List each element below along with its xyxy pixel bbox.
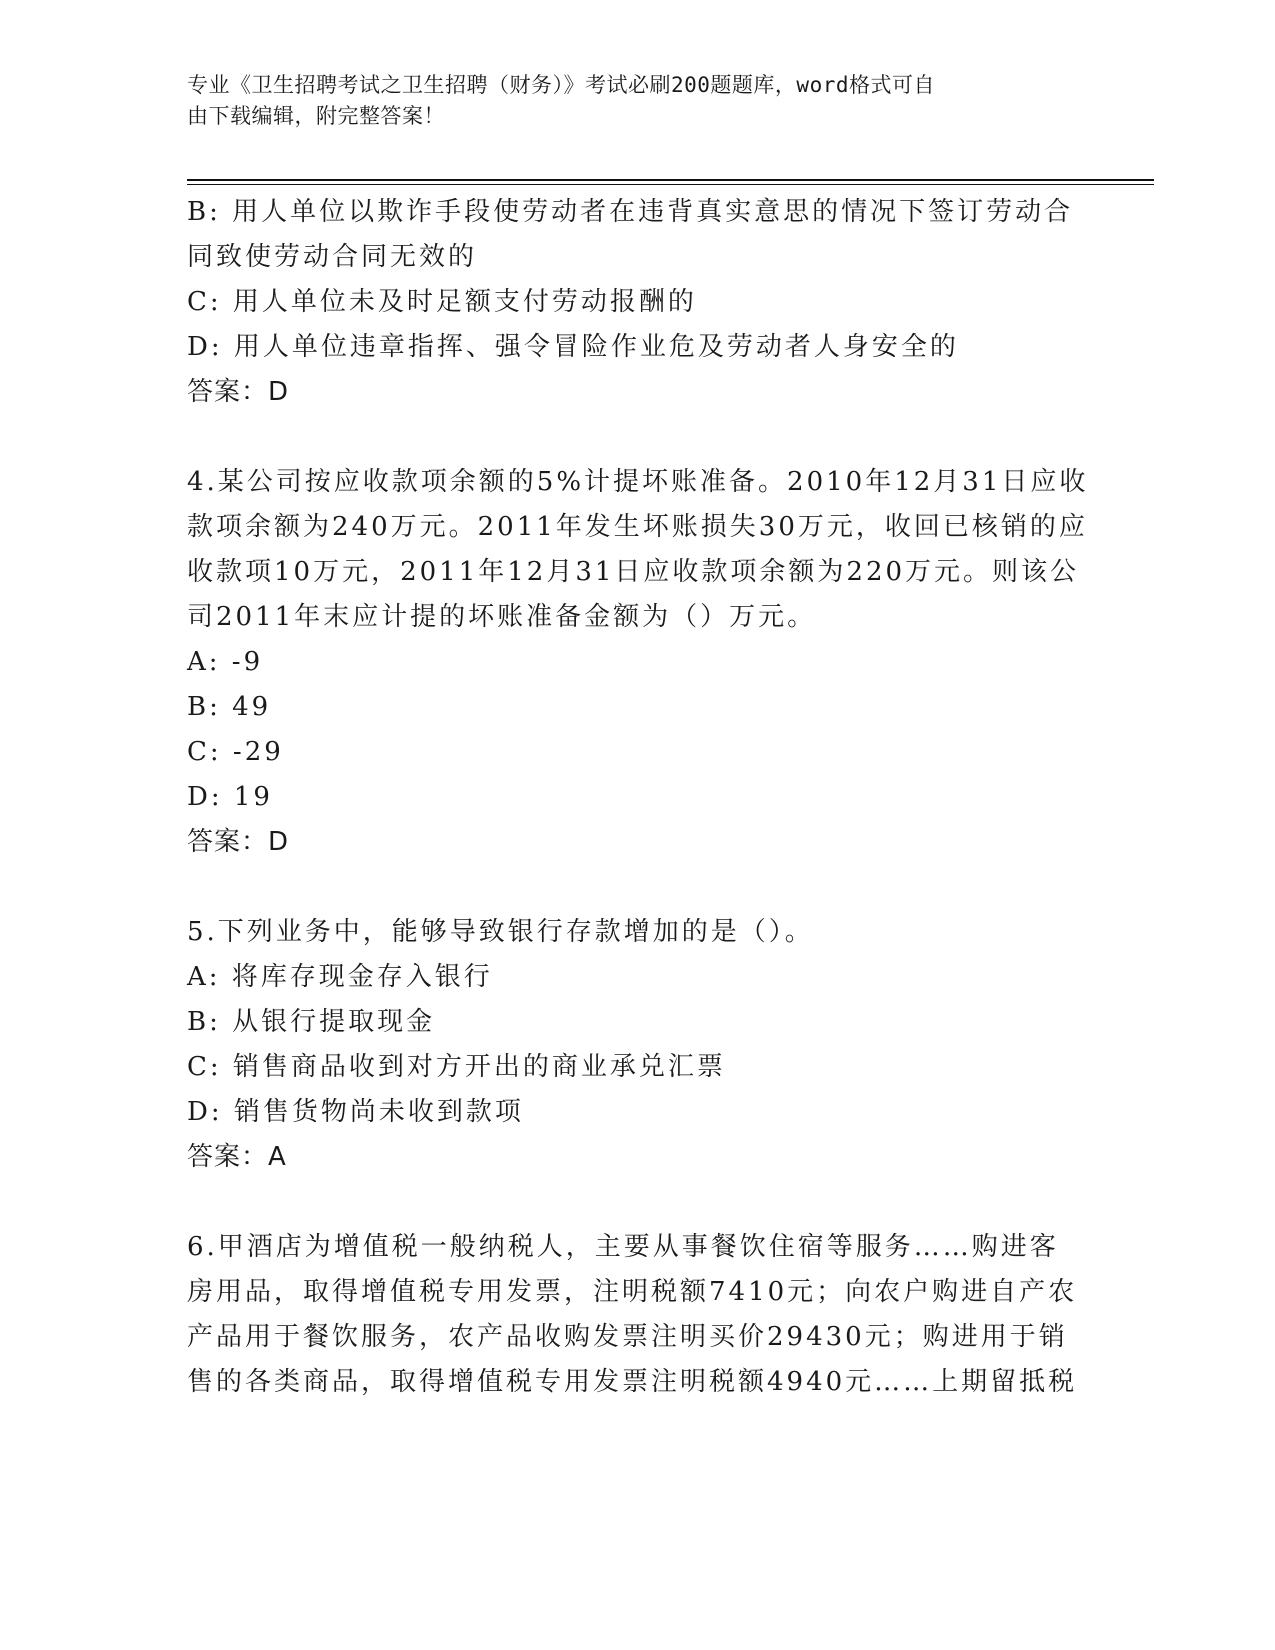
document-body [187, 190, 1087, 1405]
option-d: D: 用人单位违章指挥、强令冒险作业危及劳动者人身安全的 [187, 332, 959, 362]
question-5 [187, 910, 1087, 1180]
option-c: C: 用人单位未及时足额支付劳动报酬的 [187, 287, 697, 317]
option-b: B: 49 [187, 692, 272, 722]
option-a: A: 将库存现金存入银行 [187, 962, 493, 992]
header-title-line-2: 由下载编辑，附完整答案！ [187, 104, 445, 128]
option-b-line-1: B: 用人单位以欺诈手段使劳动者在违背真实意思的情况下签订劳动合 [187, 197, 1074, 227]
header-title-line-1: 专业《卫生招聘考试之卫生招聘（财务）》考试必刷200题题库，word格式可自 [187, 73, 935, 97]
question-stem-line-3: 产品用于餐饮服务，农产品收购发票注明买价29430元；购进用于销 [187, 1322, 1068, 1352]
option-a: A: -9 [187, 647, 264, 677]
spacer [187, 415, 1087, 460]
option-c: C: 销售商品收到对方开出的商业承兑汇票 [187, 1052, 726, 1082]
option-b-line-2: 同致使劳动合同无效的 [187, 242, 478, 272]
answer-line: 答案：A [187, 1142, 287, 1172]
question-4 [187, 460, 1087, 865]
question-stem-line-4: 售的各类商品，取得增值税专用发票注明税额4940元……上期留抵税 [187, 1367, 1078, 1397]
question-stem-line-2: 款项余额为240万元。2011年发生坏账损失30万元，收回已核销的应 [187, 512, 1088, 542]
question-3-continued [187, 190, 1087, 415]
spacer [187, 865, 1087, 910]
header-rule-thin [187, 184, 1154, 185]
document-header [187, 70, 1067, 132]
answer-line: 答案：D [187, 377, 290, 407]
option-b: B: 从银行提取现金 [187, 1007, 436, 1037]
question-6 [187, 1225, 1087, 1405]
option-d: D: 19 [187, 782, 273, 812]
option-d: D: 销售货物尚未收到款项 [187, 1097, 524, 1127]
option-c: C: -29 [187, 737, 284, 767]
question-stem-line-3: 收款项10万元，2011年12月31日应收款项余额为220万元。则该公 [187, 557, 1080, 587]
question-stem-line-1: 4.某公司按应收款项余额的5%计提坏账准备。2010年12月31日应收 [187, 467, 1089, 497]
header-rule-thick [187, 179, 1154, 181]
spacer [187, 1180, 1087, 1225]
answer-line: 答案：D [187, 827, 290, 857]
question-stem-line-4: 司2011年末应计提的坏账准备金额为（）万元。 [187, 602, 817, 632]
question-stem-line-2: 房用品，取得增值税专用发票，注明税额7410元；向农户购进自产农 [187, 1277, 1078, 1307]
question-stem-line-1: 6.甲酒店为增值税一般纳税人，主要从事餐饮住宿等服务……购进客 [187, 1232, 1059, 1262]
question-stem: 5.下列业务中，能够导致银行存款增加的是（）。 [187, 917, 814, 947]
